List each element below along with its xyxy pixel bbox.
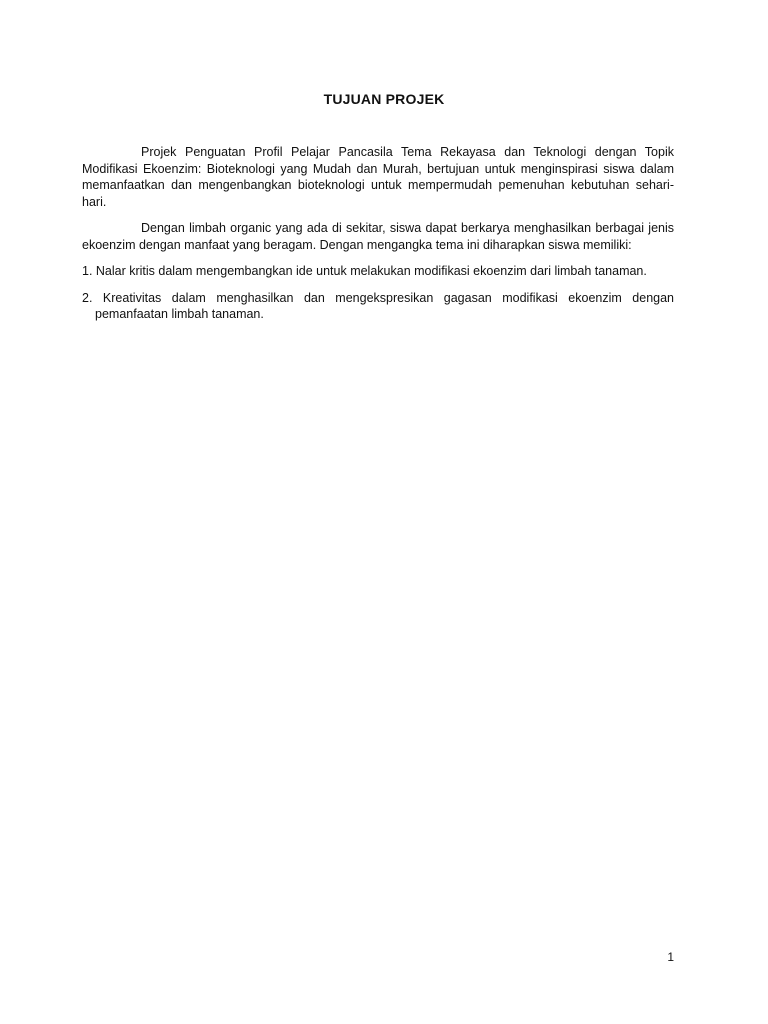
paragraph-purpose: Dengan limbah organic yang ada di sekitar, siswa dapat berkarya menghasilkan berbagai jenis ekoenzim dengan manfaat yang beragam. Dengan mengangka tema ini diharapkan siswa memiliki: [82, 221, 674, 252]
page-number: 1 [667, 950, 674, 964]
page-title: TUJUAN PROJEK [323, 91, 445, 107]
paragraph-intro: Projek Penguatan Profil Pelajar Pancasila Tema Rekayasa dan Teknologi dengan Topik Modifikasi Ekoenzim: Bioteknologi yang Mudah dan Murah, bertujuan untuk menginspirasi siswa dalam memanfaatkan dan mengenbangkan bioteknologi untuk mempermudah pemenuhan kebutuhan sehari-hari. [82, 145, 674, 209]
document-body [82, 144, 674, 333]
list-item-creativity: 2. Kreativitas dalam menghasilkan dan mengekspresikan gagasan modifikasi ekoenzim dengan pemanfaatan limbah tanaman. [82, 290, 674, 321]
list-item-critical-reasoning: 1. Nalar kritis dalam mengembangkan ide untuk melakukan modifikasi ekoenzim dari limbah tanaman. [82, 264, 647, 278]
